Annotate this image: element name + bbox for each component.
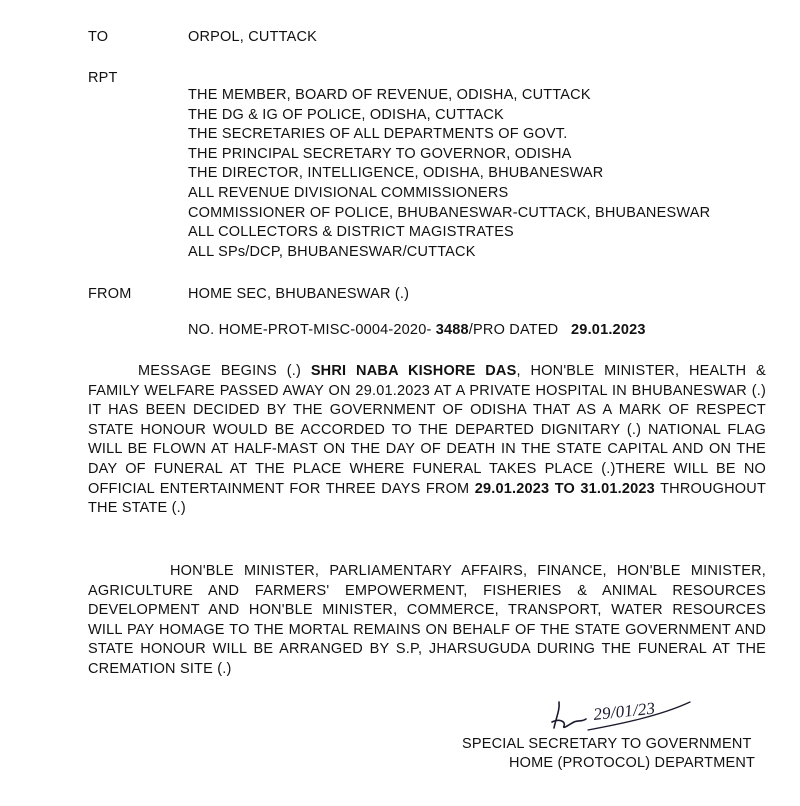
signatory-title: SPECIAL SECRETARY TO GOVERNMENT xyxy=(462,736,752,752)
dated-value: 29.01.2023 xyxy=(571,322,646,338)
handwritten-signature xyxy=(540,688,700,736)
signatory-department: HOME (PROTOCOL) DEPARTMENT xyxy=(509,755,756,771)
rpt-recipient: THE MEMBER, BOARD OF REVENUE, ODISHA, CUTTACK xyxy=(188,87,591,103)
ref-number: 3488 xyxy=(435,322,469,338)
message-paragraph-1 xyxy=(88,362,766,519)
signature-date: 29/01/23 xyxy=(592,698,657,724)
message-paragraph-2: HON'BLE MINISTER, PARLIAMENTARY AFFAIRS, FINANCE, HON'BLE MINISTER, AGRICULTURE AND FARMERS' EMPOWERMENT, FISHERIES & ANIMAL RESOURCES DEVELOPMENT AND HON'BLE MINISTER, COMMERCE, TRANSPORT, WATER RESOURCES WILL PAY HOMAGE TO THE MORTAL REMAINS ON BEHALF OF THE STATE GOVERNMENT AND STATE HONOUR WILL BE ARRANGED BY S.P, JHARSUGUDA DURING THE FUNERAL AT THE CREMATION SITE (.) xyxy=(88,563,766,677)
ref-prefix: NO. HOME-PROT-MISC-0004-2020- xyxy=(188,322,432,338)
signatory-block xyxy=(462,735,755,773)
rpt-recipient: ALL REVENUE DIVISIONAL COMMISSIONERS xyxy=(188,184,509,201)
dated-label: DATED xyxy=(509,322,559,338)
rpt-recipient: THE PRINCIPAL SECRETARY TO GOVERNOR, ODISHA xyxy=(188,145,572,162)
rpt-recipient: ALL SPs/DCP, BHUBANESWAR/CUTTACK xyxy=(188,243,476,260)
from-value: HOME SEC, BHUBANESWAR (.) xyxy=(188,286,410,302)
deceased-name: SHRI NABA KISHORE DAS xyxy=(310,363,517,379)
from-label: FROM xyxy=(88,286,132,302)
rpt-recipient: THE DIRECTOR, INTELLIGENCE, ODISHA, BHUBANESWAR xyxy=(188,165,604,182)
rpt-recipient: COMMISSIONER OF POLICE, BHUBANESWAR-CUTTACK, BHUBANESWAR xyxy=(188,204,711,221)
to-value: ORPOL, CUTTACK xyxy=(188,29,318,45)
rpt-recipient: ALL COLLECTORS & DISTRICT MAGISTRATES xyxy=(188,224,514,241)
message-begins: MESSAGE BEGINS (.) xyxy=(138,363,301,379)
paragraph-1-end: THROUGHOUT THE STATE (.) xyxy=(88,480,767,517)
to-label: TO xyxy=(88,29,109,45)
rpt-recipient: THE DG & IG OF POLICE, ODISHA, CUTTACK xyxy=(188,106,504,123)
signature-scribble-icon xyxy=(540,688,700,736)
rpt-recipient: THE SECRETARIES OF ALL DEPARTMENTS OF GOVT. xyxy=(188,126,568,143)
ref-suffix: /PRO xyxy=(468,322,506,338)
rpt-label: RPT xyxy=(88,70,118,86)
reference-line xyxy=(188,322,646,338)
rpt-recipient-list xyxy=(188,86,710,262)
mourning-period: 29.01.2023 TO 31.01.2023 xyxy=(474,480,655,497)
paragraph-1-text: , HON'BLE MINISTER, HEALTH & FAMILY WELFARE PASSED AWAY ON 29.01.2023 AT A PRIVATE HOSPITAL IN BHUBANESWAR (.) IT HAS BEEN DECIDED BY THE GOVERNMENT OF ODISHA THAT AS A MARK OF RESPECT STATE HONOUR WOULD BE ACCORDED TO THE DEPARTED DIGNITARY (.) NATIONAL FLAG WILL BE FLOWN AT HALF-MAST ON THE DAY OF DEATH IN THE STATE CAPITAL AND ON THE DAY OF FUNERAL AT THE PLACE WHERE FUNERAL TAKES PLACE (.)THERE WILL BE NO OFFICIAL ENTERTAINMENT FOR THREE DAYS FROM xyxy=(88,363,767,497)
